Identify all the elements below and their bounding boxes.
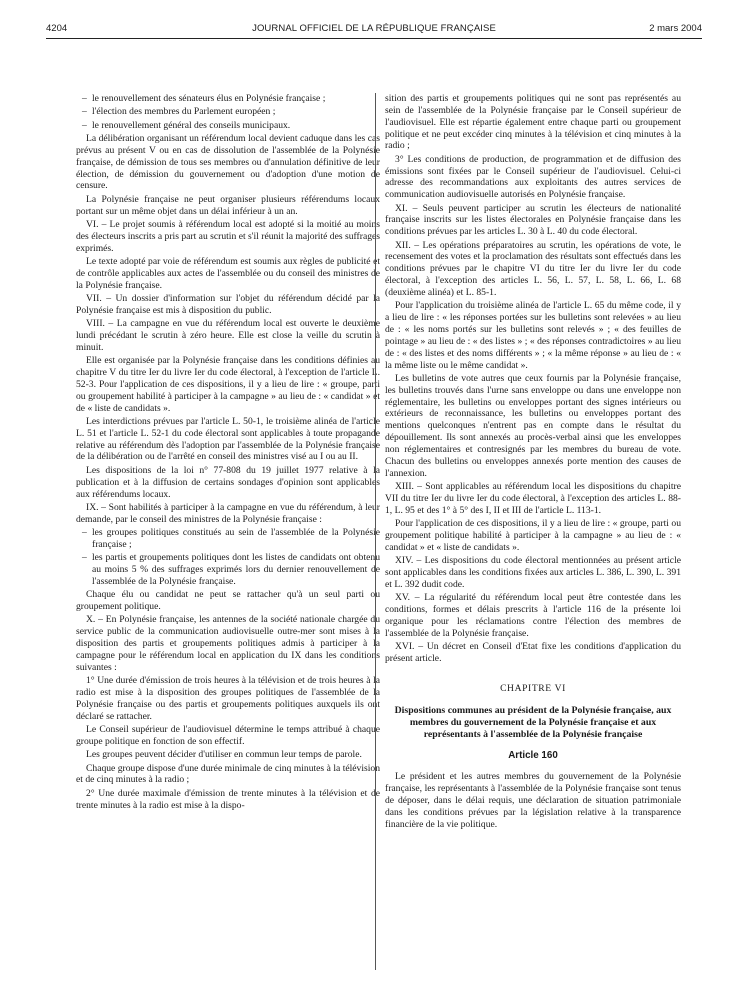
chapter-title: Dispositions communes au président de la Polynésie française, aux membres du gouvernement de la Polynésie française et aux représentants à l'assemblée de la Polynésie française <box>394 704 672 740</box>
publication-date: 2 mars 2004 <box>649 23 702 34</box>
paragraph: Elle est organisée par la Polynésie française dans les conditions définies au chapitre V du titre Ier du livre Ier du code électoral, à l'exception de l'article L. 52-3. Pour l'application de ces dispositions, il y a lieu de lire : « groupe, parti ou groupement habilité à participer à la campagne » au lieu de : « candidat » et de « liste de candidats ». <box>76 355 380 414</box>
paragraph: La délibération organisant un référendum local devient caduque dans les cas prévus au présent V ou en cas de dissolution de l'assemblée de la Polynésie française, de démission de tous ses membres ou d'annulation définitive de leur élection, de démission du gouvernement ou d'adoption d'une motion de censure. <box>76 133 380 192</box>
header-rule <box>46 38 702 39</box>
list-item: – le renouvellement général des conseils municipaux. <box>76 120 380 132</box>
paragraph: Chaque groupe dispose d'une durée minimale de cinq minutes à la télévision et de cinq minutes à la radio ; <box>76 762 380 786</box>
list-item: – le renouvellement des sénateurs élus en Polynésie française ; <box>76 93 380 105</box>
paragraph: XII. – Les opérations préparatoires au scrutin, les opérations de vote, le recensement des votes et la proclamation des résultats sont effectués dans les conditions prévues par le chapitre VI du titre Ier du livre Ier du code électoral, à l'exception des articles L. 56, L. 57, L. 58, L. 66, L. 68 (deuxième alinéa) et L. 85-1. <box>385 239 681 298</box>
paragraph: VIII. – La campagne en vue du référendum local est ouverte le deuxième lundi précédant le scrutin à zéro heure. Elle est close la veille du scrutin à minuit. <box>76 318 380 353</box>
paragraph: X. – En Polynésie française, les antennes de la société nationale chargée du service public de la communication audiovisuelle outre-mer sont mises à la disposition des partis et groupements politiques admis à participer à la campagne pour le référendum local en application du IX dans les conditions suivantes : <box>76 614 380 673</box>
page-number: 4204 <box>46 23 68 34</box>
paragraph: XVI. – Un décret en Conseil d'Etat fixe les conditions d'application du présent article. <box>385 640 681 664</box>
paragraph: Pour l'application du troisième alinéa de l'article L. 65 du même code, il y a lieu de lire : « les réponses portées sur les bulletins sont relevées » au lieu de : « les noms portés sur les bulletins sont relevés » ; « des feuilles de pointage » au lieu de : « des listes » ; « des réponses contradictoires » au lieu de : « des listes et des noms différents » ; « la même réponse » au lieu de : « la même liste ou le même candidat ». <box>385 300 681 371</box>
paragraph: Les dispositions de la loi n° 77-808 du 19 juillet 1977 relative à la publication et à la diffusion de certains sondages d'opinion sont applicables aux référendums locaux. <box>76 464 380 500</box>
paragraph: 1° Une durée d'émission de trois heures à la télévision et de trois heures à la radio est mise à la disposition des groupes politiques de l'assemblée de la Polynésie française ou des partis et groupements politiques auxquels ils ont déclaré se rattacher. <box>76 675 380 722</box>
paragraph: sition des partis et groupements politiques qui ne sont pas représentés au sein de l'assemblée de la Polynésie française par le Conseil supérieur de l'audiovisuel. Elle est répartie également entre chaque parti ou groupement politique et ne peut excéder cinq minutes à la télévision et cinq minutes à la radio ; <box>385 93 681 152</box>
article-paragraph: Le président et les autres membres du gouvernement de la Polynésie française, les représentants à l'assemblée de la Polynésie française sont tenus de déposer, dans le délai requis, une déclaration de situation patrimoniale dans les conditions prévues par la législation relative à la transparence financière de la vie politique. <box>385 771 681 830</box>
paragraph: VII. – Un dossier d'information sur l'objet du référendum décidé par la Polynésie française est mis à disposition du public. <box>76 293 380 316</box>
paragraph: Les groupes peuvent décider d'utiliser en commun leur temps de parole. <box>86 749 362 761</box>
paragraph: VI. – Le projet soumis à référendum local est adopté si la moitié au moins des électeurs inscrits a pris part au scrutin et s'il réunit la majorité des suffrages exprimés. <box>76 218 380 254</box>
journal-title: JOURNAL OFFICIEL DE LA RÉPUBLIQUE FRANÇAISE <box>252 23 496 34</box>
paragraph: Chaque élu ou candidat ne peut se rattacher qu'à un seul parti ou groupement politique. <box>76 589 380 613</box>
paragraph: La Polynésie française ne peut organiser plusieurs référendums locaux portant sur un même objet dans un délai inférieur à un an. <box>76 193 380 217</box>
left-column <box>76 93 380 813</box>
paragraph: Le texte adopté par voie de référendum est soumis aux règles de publicité et de contrôle applicables aux actes de l'assemblée ou du conseil des ministres de la Polynésie française. <box>76 255 380 291</box>
paragraph: Le Conseil supérieur de l'audiovisuel détermine le temps attribué à chaque groupe politique en fonction de son effectif. <box>76 724 380 747</box>
paragraph: 2° Une durée maximale d'émission de trente minutes à la télévision et de trente minutes à la radio est mise à la dispo- <box>76 787 380 811</box>
paragraph: Les interdictions prévues par l'article L. 50-1, le troisième alinéa de l'article L. 51 et l'article L. 52-1 du code électoral sont applicables à toute propagande relative au référendum dès l'adoption par l'assemblée de la Polynésie française de la délibération ou de l'arrêté en conseil des ministres visé au I ou au II. <box>76 415 380 463</box>
right-column <box>385 93 681 832</box>
list-item: – les groupes politiques constitués au sein de l'assemblée de la Polynésie française ; <box>76 527 380 551</box>
list-item: – l'élection des membres du Parlement européen ; <box>76 106 380 118</box>
list-item: – les partis et groupements politiques dont les listes de candidats ont obtenu au moins 5 % des suffrages exprimés lors du dernier renouvellement de l'assemblée de la Polynésie française. <box>76 552 380 588</box>
paragraph: Les bulletins de vote autres que ceux fournis par la Polynésie française, les bulletins trouvés dans l'urne sans enveloppe ou dans une enveloppe non réglementaire, les bulletins ou enveloppes portant des signes intérieurs ou extérieurs de reconnaissance, les bulletins ou enveloppes portant des mentions quelconques n'entrent pas en compte dans le résultat du dépouillement. Ils sont annexés au procès-verbal ainsi que les enveloppes non réglementaires et contresignés par les membres du bureau de vote. Chacun des bulletins ou enveloppes annexés porte mention des causes de l'annexion. <box>385 372 681 479</box>
paragraph: XIII. – Sont applicables au référendum local les dispositions du chapitre VII du titre Ier du livre Ier du code électoral, à l'exception des articles L. 88-1, L. 95 et des 1° à 5° des I, II et III de l'article L. 113-1. <box>385 481 681 516</box>
article-heading: Article 160 <box>508 749 558 761</box>
paragraph: XI. – Seuls peuvent participer au scrutin les électeurs de nationalité française inscrits sur les listes électorales en Polynésie française dans les conditions prévues par les articles L. 30 à L. 40 du code électoral. <box>385 202 681 238</box>
page-header <box>46 23 702 39</box>
paragraph: 3° Les conditions de production, de programmation et de diffusion des émissions sont fixées par le Conseil supérieur de l'audiovisuel. Celui-ci adresse des recommandations aux exploitants des autres services de communication audiovisuelle autorisés en Polynésie française. <box>385 153 681 201</box>
paragraph: IX. – Sont habilités à participer à la campagne en vue du référendum, à leur demande, par le conseil des ministres de la Polynésie française : <box>76 501 380 525</box>
paragraph: XIV. – Les dispositions du code électoral mentionnées au présent article sont applicables dans les conditions fixées aux articles L. 386, L. 390, L. 391 et L. 392 dudit code. <box>385 555 681 590</box>
paragraph: Pour l'application de ces dispositions, il y a lieu de lire : « groupe, parti ou groupement politique habilité à participer à la campagne » au lieu de : « candidat » et « liste de candidats ». <box>385 518 681 553</box>
column-divider <box>375 93 376 970</box>
paragraph: XV. – La régularité du référendum local peut être contestée dans les conditions, formes et délais prescrits à l'article 116 de la présente loi organique pour les réclamations contre l'élection des membres de l'assemblée de la Polynésie française. <box>385 592 681 639</box>
chapter-heading: CHAPITRE VI <box>500 682 566 694</box>
